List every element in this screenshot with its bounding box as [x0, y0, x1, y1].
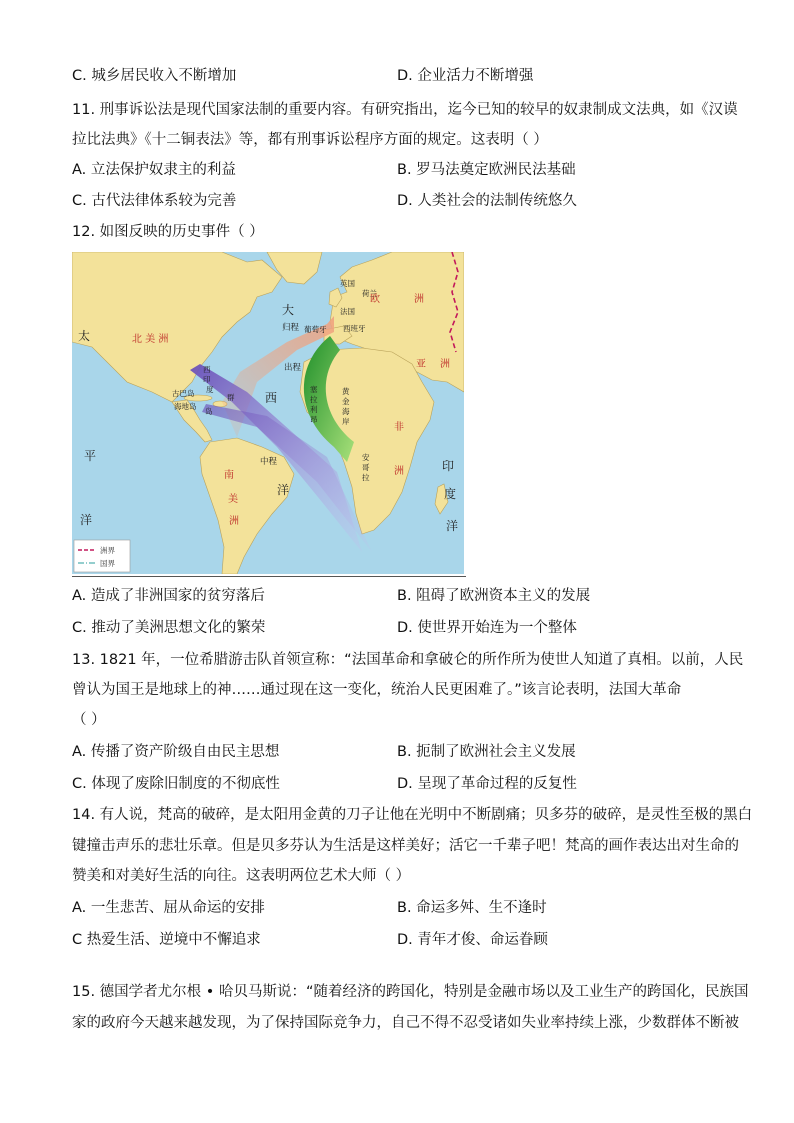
- atlantic-label-2: 西: [265, 391, 278, 405]
- west-indies-label-2: 印: [203, 375, 211, 384]
- indian-label-1: 印: [442, 459, 455, 473]
- q11-option-c: C. 古代法律体系较为完善: [72, 193, 237, 209]
- atlantic-label-3: 洋: [277, 483, 290, 497]
- haiti-label: 海地岛: [174, 402, 197, 411]
- q13-option-d: D. 呈现了革命过程的反复性: [397, 776, 577, 792]
- q13-stem-line1: 13. 1821 年，一位希腊游击队首领宣称：“法国革命和拿破仑的所作所为使世人知道了真相。以前，人民: [72, 652, 744, 668]
- q13-stem-line2: 曾认为国王是地球上的神……通过现在这一变化，统治人民更困难了。”该言论表明，法国大革命: [72, 682, 682, 698]
- q12-option-b: B. 阻碍了欧洲资本主义的发展: [397, 588, 591, 604]
- q12-option-a: A. 造成了非洲国家的贫穷落后: [72, 588, 265, 604]
- q12-stem: 12. 如图反映的历史事件（ ）: [72, 224, 264, 240]
- asia-label: 亚: [416, 359, 426, 370]
- map-underline: [72, 576, 466, 577]
- gold-coast-label-3: 海: [342, 407, 350, 416]
- angola-label-3: 拉: [362, 473, 370, 482]
- south-america-label-1: 南: [224, 470, 234, 481]
- q14-option-d: D. 青年才俊、命运眷顾: [397, 932, 548, 948]
- q14-stem-line2: 键撞击声乐的悲壮乐章。但是贝多芬认为生活是这样美好；活它一千辈子吧！梵高的画作表达出对生命的: [72, 838, 739, 854]
- triangular-trade-map: [72, 252, 464, 574]
- senegal-label-3: 利: [310, 405, 318, 414]
- q12-option-c: C. 推动了美洲思想文化的繁荣: [72, 620, 266, 636]
- gold-coast-label-4: 岸: [342, 417, 350, 426]
- cuba-label: 古巴岛: [172, 389, 195, 398]
- senegal-label-2: 拉: [310, 395, 318, 404]
- q11-option-a: A. 立法保护奴隶主的利益: [72, 162, 236, 178]
- q14-option-b: B. 命运多舛、生不逢时: [397, 900, 547, 916]
- q14-stem-line1: 14. 有人说，梵高的破碎，是太阳用金黄的刀子让他在光明中不断剧痛；贝多芬的破碎，是灵性至极的黑白: [72, 807, 753, 823]
- north-america-label: 北 美 洲: [132, 334, 169, 345]
- west-indies-label-1: 西: [203, 365, 211, 374]
- netherlands-label: 荷兰: [362, 289, 377, 298]
- q10-option-d: D. 企业活力不断增强: [397, 68, 534, 84]
- gold-coast-label-1: 黄: [342, 387, 350, 396]
- legend-country-label: 国界: [100, 559, 115, 568]
- spain-label: 西班牙: [343, 324, 366, 333]
- atlantic-label-1: 大: [282, 303, 295, 317]
- q10-option-c: C. 城乡居民收入不断增加: [72, 68, 237, 84]
- q14-option-a: A. 一生悲苦、屈从命运的安排: [72, 900, 265, 916]
- africa-label-1: 非: [394, 422, 404, 433]
- q11-stem-line1: 11. 刑事诉讼法是现代国家法制的重要内容。有研究指出，迄今已知的较早的奴隶制成文法典，如《汉谟: [72, 102, 738, 118]
- senegal-label-4: 昂: [310, 415, 318, 424]
- senegal-label-1: 塞: [310, 385, 318, 394]
- q15-stem-line2: 家的政府今天越来越发现，为了保持国际竞争力，自己不得不忍受诸如失业率持续上涨，少数群体不断被: [72, 1015, 739, 1031]
- map-legend: [74, 540, 130, 572]
- q14-option-c: C 热爱生活、逆境中不懈追求: [72, 932, 261, 948]
- angola-label-1: 安: [362, 453, 370, 462]
- q13-option-a: A. 传播了资产阶级自由民主思想: [72, 744, 280, 760]
- q12-option-d: D. 使世界开始连为一个整体: [397, 620, 577, 636]
- south-america-label-2: 美: [228, 494, 238, 505]
- pacific-label-1: 太: [78, 329, 91, 343]
- q13-option-c: C. 体现了废除旧制度的不彻底性: [72, 776, 280, 792]
- pacific-label-3: 洋: [80, 513, 93, 527]
- q11-stem-line2: 拉比法典》《十二铜表法》等，都有刑事诉讼程序方面的规定。这表明（ ）: [72, 132, 548, 148]
- angola-label-2: 哥: [362, 463, 370, 472]
- gold-coast-label-2: 金: [342, 397, 350, 406]
- q11-option-b: B. 罗马法奠定欧洲民法基础: [397, 162, 576, 178]
- q15-stem-line1: 15. 德国学者尤尔根 • 哈贝马斯说：“随着经济的跨国化，特别是金融市场以及工业生产的跨国化，民族国: [72, 984, 749, 1000]
- portugal-label: 葡萄牙: [304, 325, 327, 334]
- indian-label-3: 洋: [446, 519, 459, 533]
- west-indies-label-5: 岛: [205, 407, 213, 416]
- france-label: 法国: [340, 307, 355, 316]
- q14-stem-line3: 赞美和对美好生活的向往。这表明两位艺术大师（ ）: [72, 868, 411, 884]
- west-indies-label-4: 群: [227, 393, 235, 402]
- south-america-label-3: 洲: [229, 516, 239, 527]
- legend-continent-label: 洲界: [100, 546, 115, 555]
- africa-label-2: 洲: [394, 466, 404, 477]
- west-indies-label-3: 度: [206, 385, 214, 394]
- indian-label-2: 度: [444, 487, 457, 501]
- pacific-label-2: 平: [84, 449, 97, 463]
- q13-stem-line3: （ ）: [72, 712, 106, 728]
- asia-zhou-label: 洲: [440, 359, 450, 370]
- europe-zhou-label: 洲: [414, 294, 424, 305]
- q13-option-b: B. 扼制了欧洲社会主义发展: [397, 744, 576, 760]
- outbound-leg-label: 出程: [284, 363, 302, 373]
- middle-leg-label: 中程: [260, 457, 278, 467]
- q11-option-d: D. 人类社会的法制传统悠久: [397, 193, 577, 209]
- europe-label: 欧: [370, 294, 380, 305]
- britain-label: 英国: [340, 279, 355, 288]
- return-leg-label: 归程: [282, 323, 300, 333]
